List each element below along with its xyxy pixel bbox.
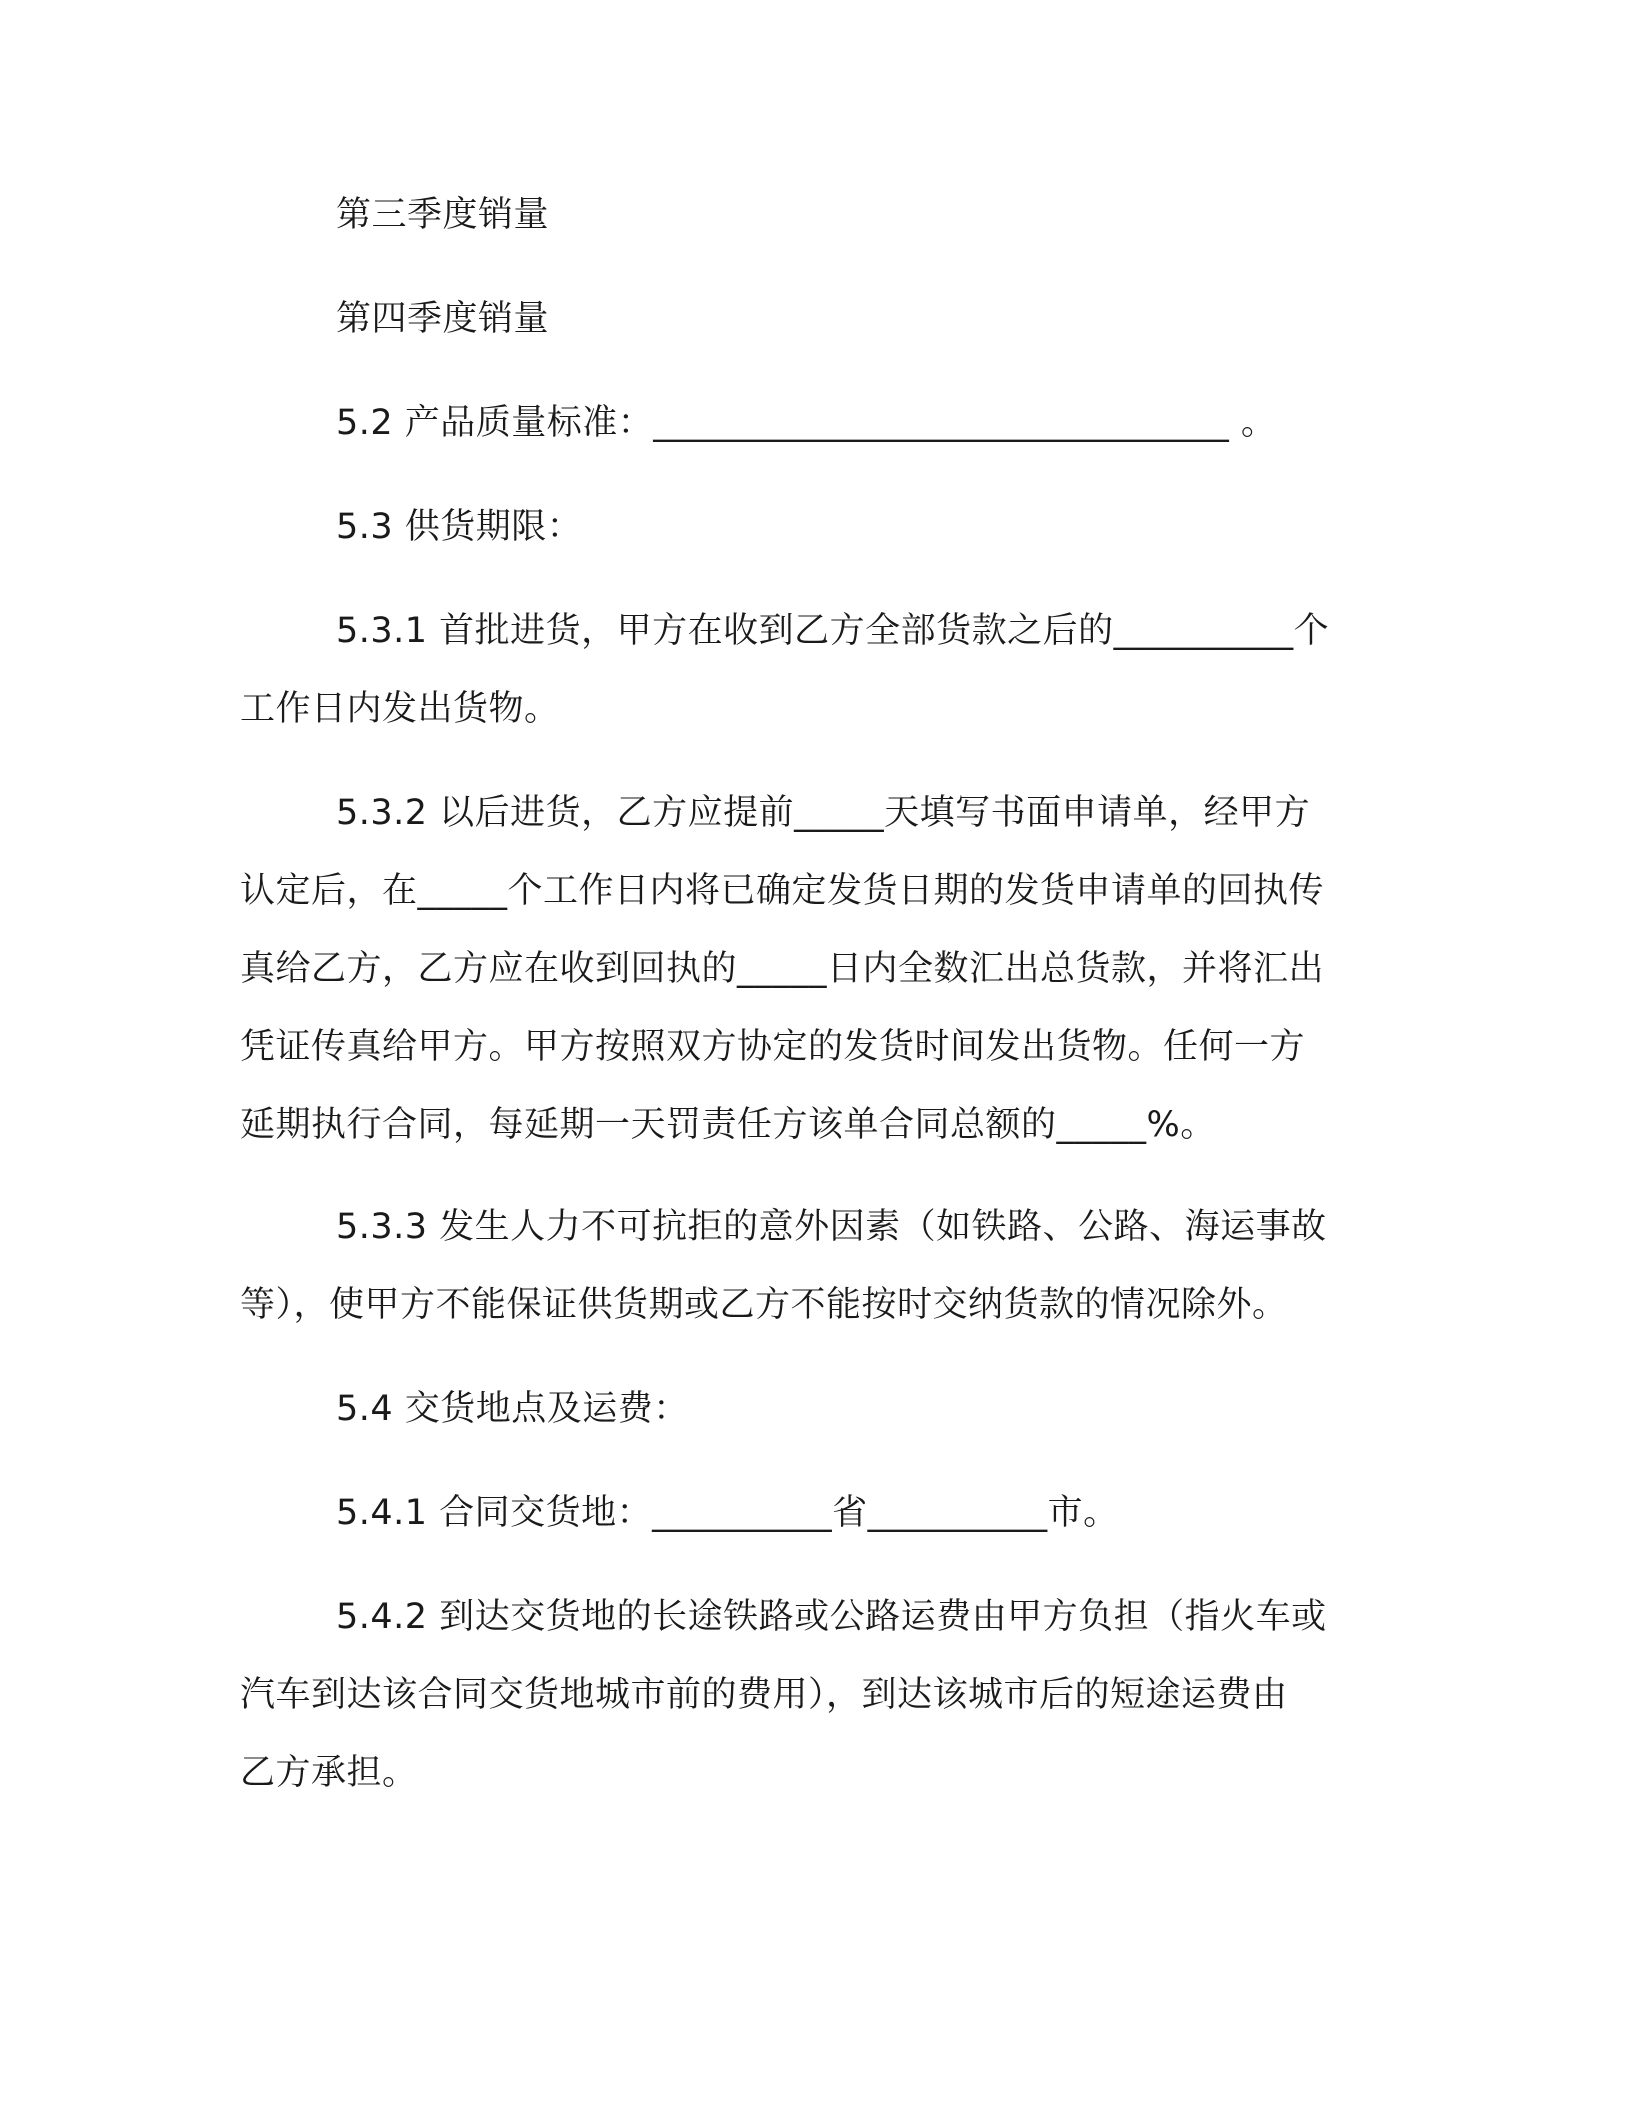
text-line: 汽车到达该合同交货地城市前的费用），到达该城市后的短途运费由 [240, 1675, 1288, 1715]
paragraph-5-2-quality-standard [336, 384, 1486, 462]
text-line: 5.3 供货期限： [336, 507, 583, 547]
paragraph-5-3-3-force-majeure [240, 1188, 1390, 1344]
paragraph-5-3-supply-period [336, 488, 1486, 566]
text-line: 5.4.2 到达交货地的长途铁路或公路运费由甲方负担（指火车或 [336, 1597, 1327, 1637]
text-line: 5.4 交货地点及运费： [336, 1389, 689, 1429]
paragraph-5-4-delivery-location [336, 1370, 1486, 1448]
text-line: 等），使甲方不能保证供货期或乙方不能按时交纳货款的情况除外。 [240, 1285, 1288, 1325]
paragraph-5-3-2-later-purchase [240, 774, 1390, 1164]
paragraph-q3-sales [336, 176, 1486, 254]
text-line: 5.3.2 以后进货，乙方应提前_____天填写书面申请单，经甲方 [336, 793, 1311, 833]
text-line: 延期执行合同，每延期一天罚责任方该单合同总额的_____%。 [240, 1105, 1216, 1145]
paragraph-q4-sales [336, 280, 1486, 358]
text-line: 凭证传真给甲方。甲方按照双方协定的发货时间发出货物。任何一方 [240, 1027, 1306, 1067]
text-line: 第三季度销量 [336, 195, 550, 235]
text-line: 5.2 产品质量标准：________________________________ 。 [336, 403, 1277, 443]
text-line: 认定后，在_____个工作日内将已确定发货日期的发货申请单的回执传 [240, 871, 1325, 911]
paragraph-5-4-1-delivery-place [336, 1474, 1486, 1552]
text-line: 5.3.1 首批进货，甲方在收到乙方全部货款之后的__________个 [336, 611, 1330, 651]
paragraph-5-3-1-first-purchase [240, 592, 1390, 748]
text-line: 工作日内发出货物。 [240, 689, 560, 729]
text-line: 5.3.3 发生人力不可抗拒的意外因素（如铁路、公路、海运事故 [336, 1207, 1327, 1247]
text-line: 5.4.1 合同交货地：__________省__________市。 [336, 1493, 1119, 1533]
text-line: 真给乙方，乙方应在收到回执的_____日内全数汇出总货款，并将汇出 [240, 949, 1325, 989]
paragraph-5-4-2-freight [240, 1578, 1390, 1812]
text-line: 第四季度销量 [336, 299, 550, 339]
text-line: 乙方承担。 [240, 1753, 418, 1793]
